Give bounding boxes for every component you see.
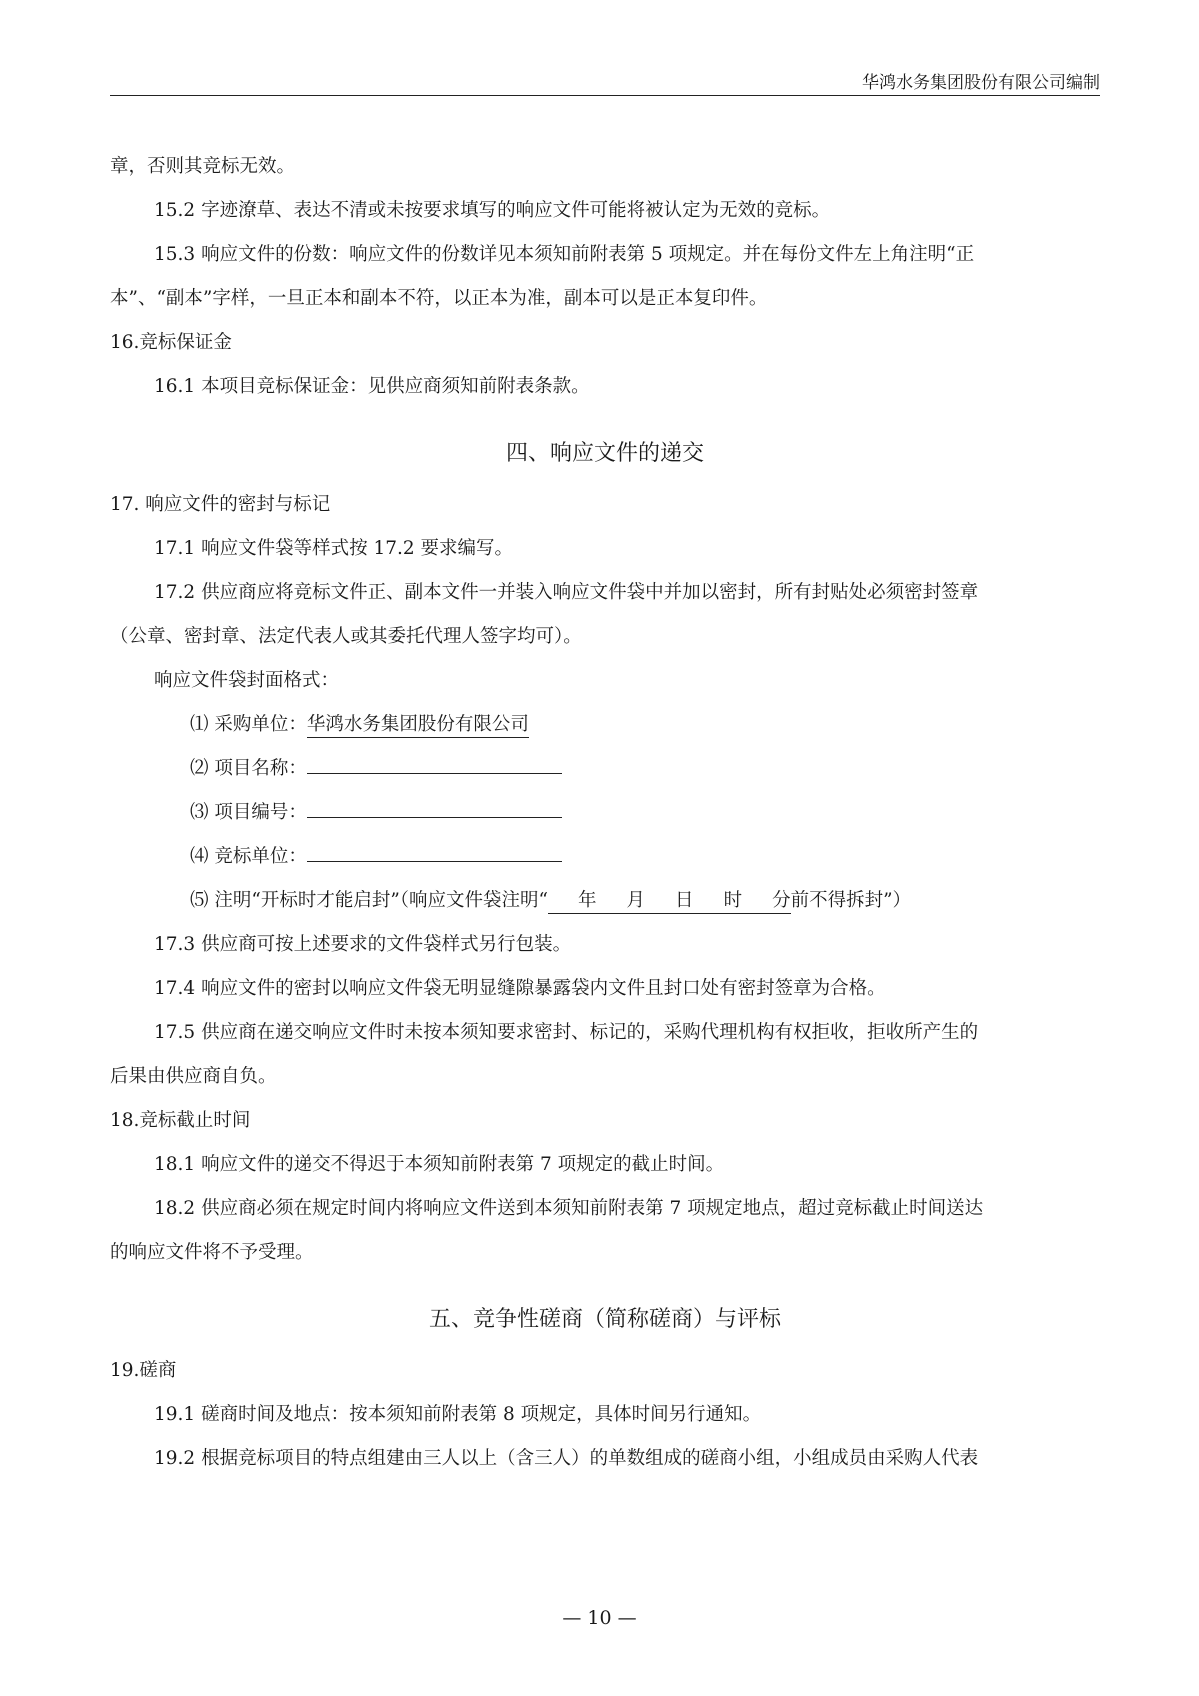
cover-item [110,747,1100,791]
blank-line [307,839,562,862]
paragraph: 18.1 响应文件的递交不得迟于本须知前附表第 7 项规定的截止时间。 [154,1154,725,1175]
page-header: 华鸿水务集团股份有限公司编制 [862,73,1100,93]
cover-item-label: ⑴ 采购单位： [190,714,307,735]
paragraph: 后果由供应商自负。 [110,1066,277,1087]
paragraph: 章，否则其竞标无效。 [110,156,296,177]
cover-item-label: ⑷ 竞标单位： [190,846,307,867]
blank-line [307,751,562,774]
section-title: 18.竞标截止时间 [110,1110,251,1131]
date-blank: 年 月 日 时 分 [548,889,791,914]
cover-item-label: ⑶ 项目编号： [190,802,307,823]
paragraph: 17.2 供应商应将竞标文件正、副本文件一并装入响应文件袋中并加以密封，所有封贴处必须密封签章 [154,582,979,603]
paragraph: 17.1 响应文件袋等样式按 17.2 要求编写。 [154,538,514,559]
paragraph: 18.2 供应商必须在规定时间内将响应文件送到本须知前附表第 7 项规定地点，超过竞标截止时间送达 [154,1198,984,1219]
paragraph: 17.5 供应商在递交响应文件时未按本须知要求密封、标记的，采购代理机构有权拒收，拒收所产生的 [154,1022,979,1043]
chapter-heading: 五、竞争性磋商（简称磋商）与评标 [428,1307,781,1332]
paragraph: 17.3 供应商可按上述要求的文件袋样式另行包装。 [154,934,572,955]
section-title: 17. 响应文件的密封与标记 [110,494,331,515]
paragraph: 15.2 字迹潦草、表达不清或未按要求填写的响应文件可能将被认定为无效的竞标。 [154,200,831,221]
cover-item [110,791,1100,835]
section-title: 19.磋商 [110,1360,177,1381]
page-number: — 10 — [562,1607,637,1629]
paragraph: 17.4 响应文件的密封以响应文件袋无明显缝隙暴露袋内文件且封口处有密封签章为合格。 [154,978,886,999]
chapter-heading: 四、响应文件的递交 [505,441,704,466]
cover-item-label: ⑵ 项目名称： [190,758,307,779]
paragraph: 本”、“副本”字样，一旦正本和副本不符，以正本为准，副本可以是正本复印件。 [110,288,768,309]
cover-item [110,703,1100,747]
cover-item [110,879,1100,923]
cover-item-value: 华鸿水务集团股份有限公司 [307,713,529,738]
section-title: 16.竞标保证金 [110,332,232,353]
paragraph: 15.3 响应文件的份数：响应文件的份数详见本须知前附表第 5 项规定。并在每份文件左上角注明“正 [154,244,975,265]
paragraph: 19.2 根据竞标项目的特点组建由三人以上（含三人）的单数组成的磋商小组，小组成员由采购人代表 [154,1448,979,1469]
blank-line [307,795,562,818]
cover-item-suffix: 前不得拆封”） [790,890,912,911]
paragraph: 16.1 本项目竞标保证金：见供应商须知前附表条款。 [154,376,590,397]
header-rule [110,95,1100,96]
cover-item [110,835,1100,879]
paragraph: 19.1 磋商时间及地点：按本须知前附表第 8 项规定，具体时间另行通知。 [154,1404,762,1425]
document-body [110,145,1100,1481]
cover-item-label: ⑸ 注明“开标时才能启封”（响应文件袋注明“ [190,890,549,911]
paragraph: 的响应文件将不予受理。 [110,1242,314,1263]
paragraph: （公章、密封章、法定代表人或其委托代理人签字均可）。 [110,626,582,647]
paragraph: 响应文件袋封面格式： [154,670,340,691]
